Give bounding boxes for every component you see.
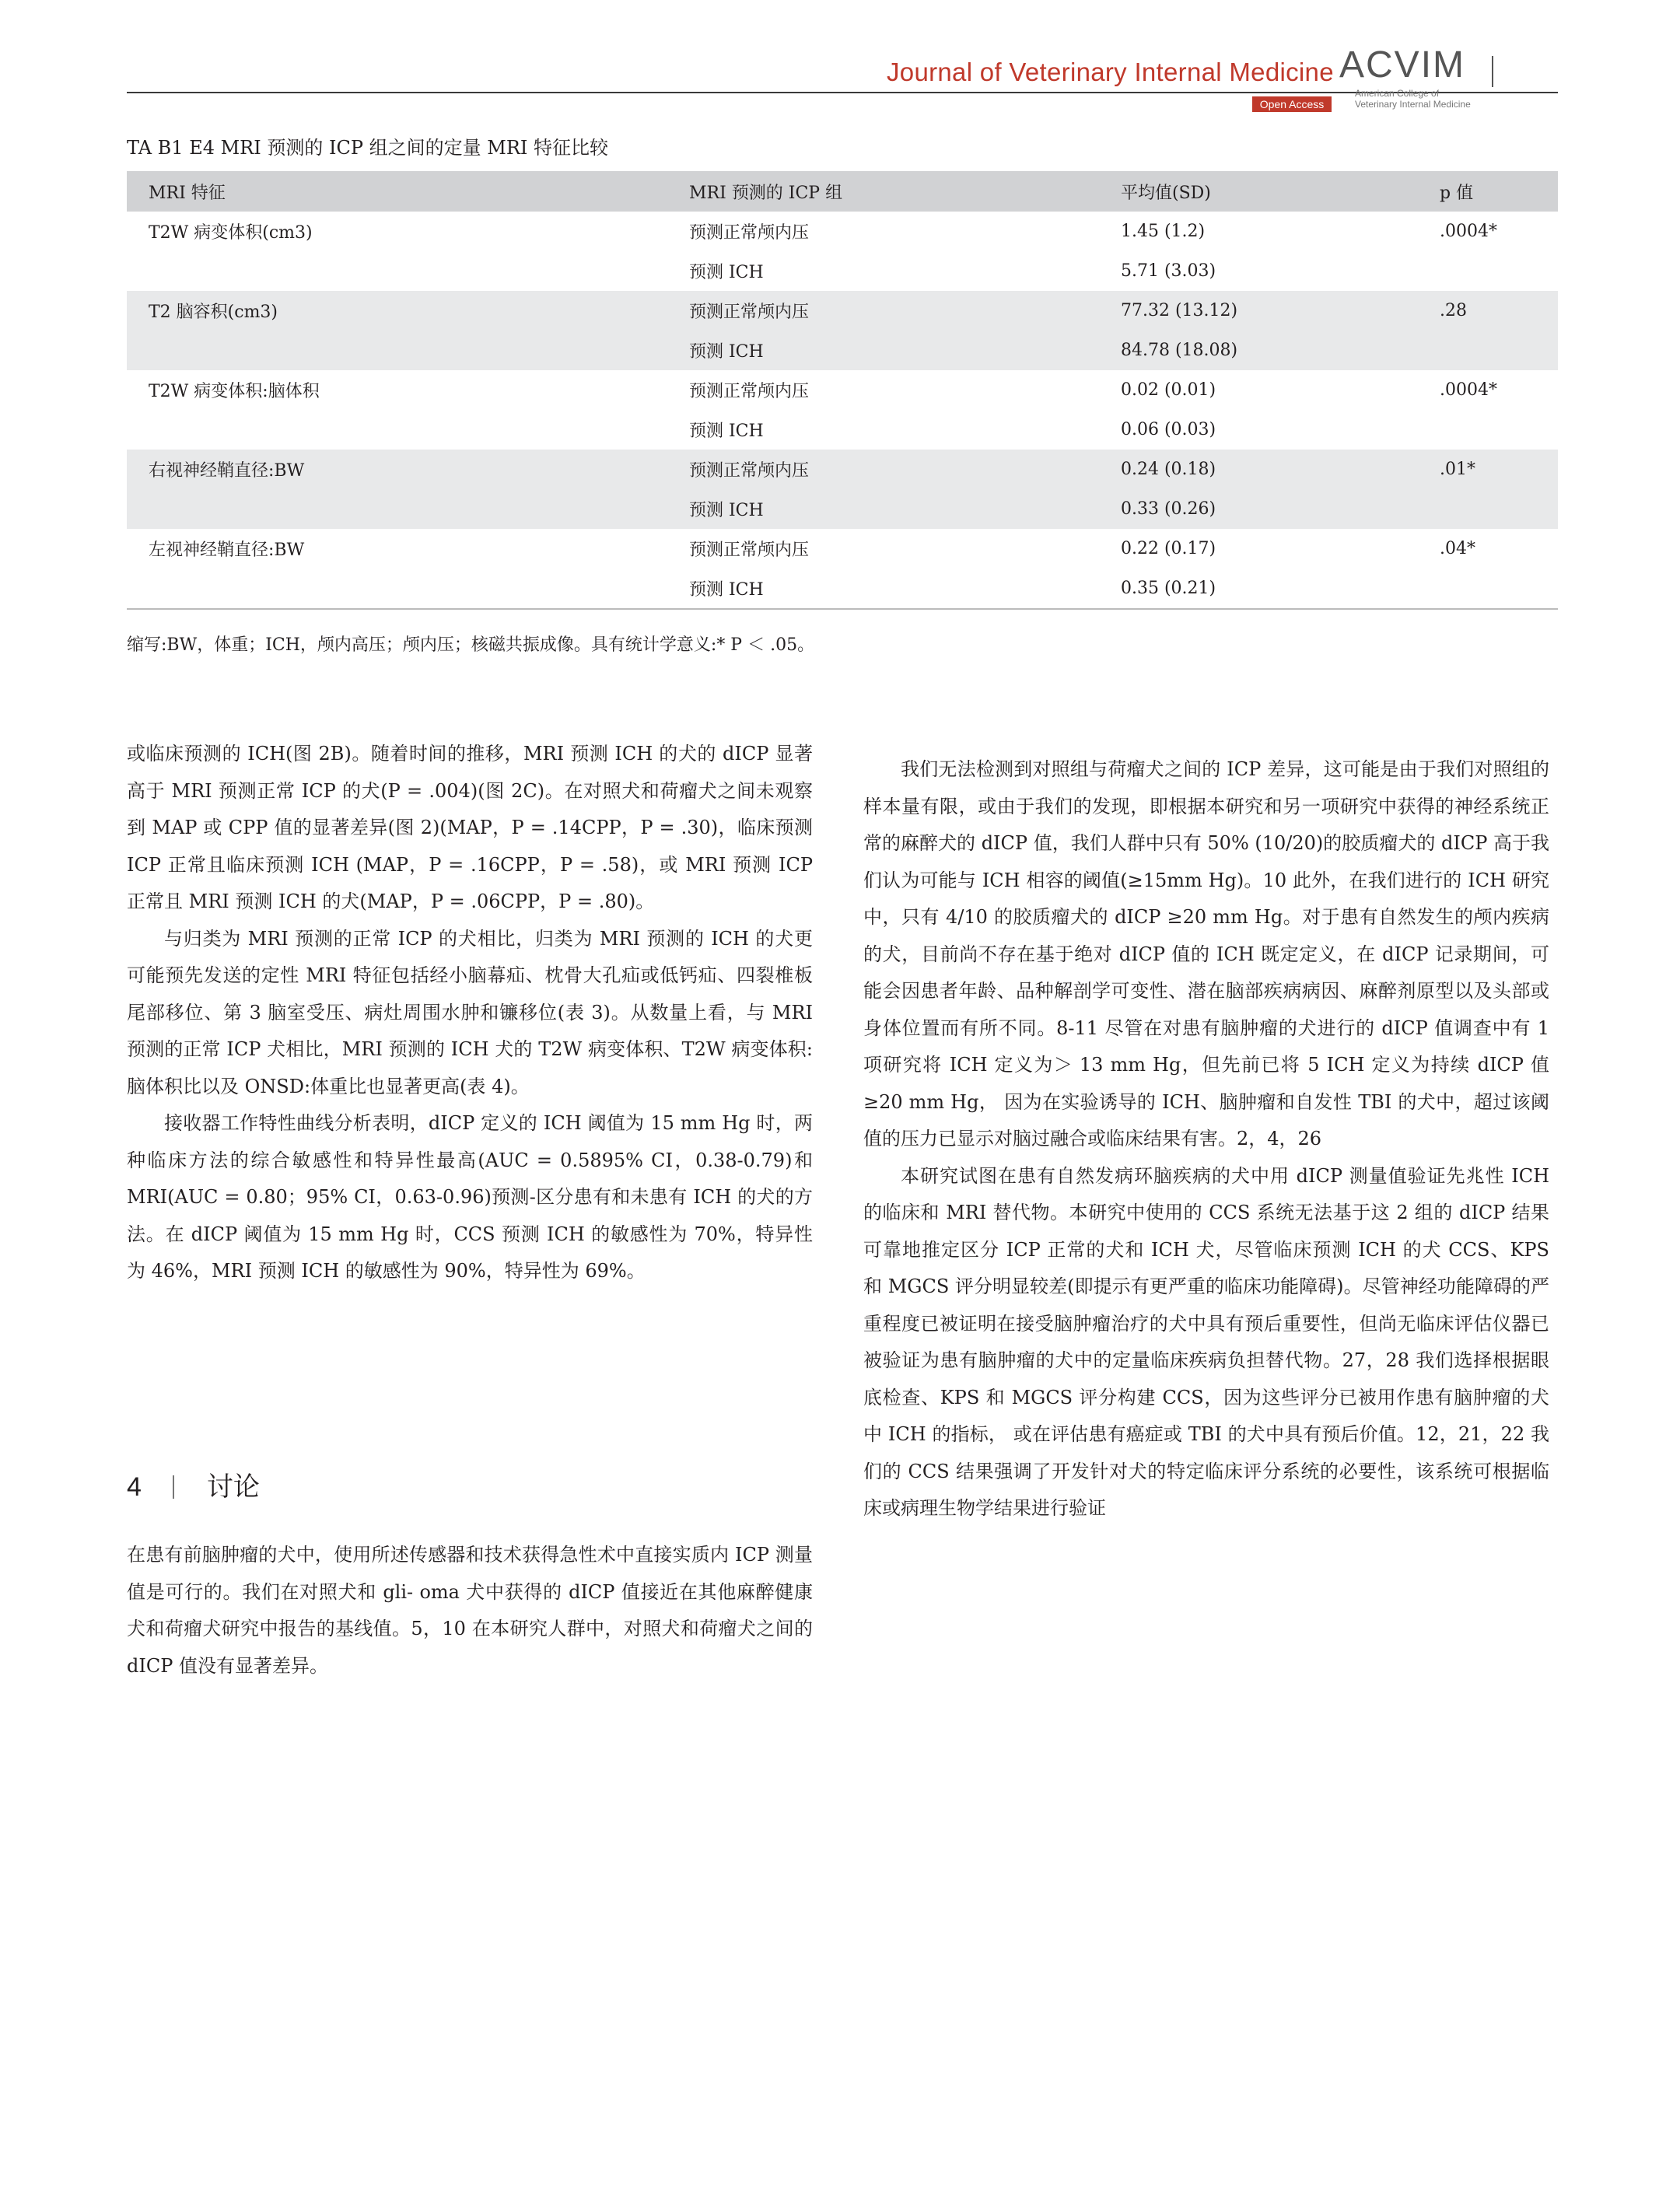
paragraph: 我们无法检测到对照组与荷瘤犬之间的 ICP 差异，这可能是由于我们对照组的样本量有限，或由于我们的发现，即根据本研究和另一项研究中获得的神经系统正常的麻醉犬的 dICP 值，我们人群中只有 50% (10/20)的胶质瘤犬的 dICP 高于我们认为可能与 ICH 相容的阈值(≥15mm Hg)。10 此外，在我们进行的 ICH 研究中，只有 4/10 的胶质瘤犬的 dICP ≥20 mm Hg。对于患有自然发生的颅内疾病的犬，目前尚不存在基于绝对 dICP 值的 ICH 既定定义，在 dICP 记录期间，可能会因患者年龄、品种解剖学可变性、潜在脑部疾病病因、麻醉剂原型以及头部或身体位置而有所不同。8-11 尽管在对患有脑肿瘤的犬进行的 dICP 值调查中有 1 项研究将 ICH 定义为＞ 13 mm Hg，但先前已将 5 ICH 定义为持续 dICP 值≥20 mm Hg， 因为在实验诱导的 ICH、脑肿瘤和自发性 TBI 的犬中，超过该阈值的压力已显示对脑过融合或临床结果有害。2，4，26 — [863, 758, 1549, 1149]
cell-mean: 0.02 (0.01) — [1121, 380, 1216, 400]
data-table — [127, 171, 1558, 610]
cell-mean: 0.22 (0.17) — [1121, 539, 1216, 558]
col-header-p: p 值 — [1440, 171, 1558, 212]
cell-group: 预测 ICH — [689, 331, 1121, 370]
section-heading — [127, 1465, 260, 1503]
paragraph: 与归类为 MRI 预测的正常 ICP 的犬相比，归类为 MRI 预测的 ICH 的犬更可能预先发送的定性 MRI 特征包括经小脑幕疝、枕骨大孔疝或低钙疝、四裂椎板尾部移位、第 3 脑室受压、病灶周围水肿和镰移位(表 3)。从数量上看，与 MRI 预测的正常 ICP 犬相比，MRI 预测的 ICH 犬的 T2W 病变体积、T2W 病变体积:脑体积比以及 ONSD:体重比也显著更高(表 4)。 — [127, 927, 813, 1097]
cell-p — [1440, 569, 1558, 609]
cell-p — [1440, 331, 1558, 370]
acvim-logo[interactable] — [1339, 44, 1479, 133]
cell-mean: 0.06 (0.03) — [1121, 420, 1216, 439]
paragraph: 本研究试图在患有自然发病环脑疾病的犬中用 dICP 测量值验证先兆性 ICH 的临床和 MRI 替代物。本研究中使用的 CCS 系统无法基于这 2 组的 dICP 结果可靠地推定区分 ICP 正常的犬和 ICH 犬，尽管临床预测 ICH 的犬 CCS、KPS 和 MGCS 评分明显较差(即提示有更严重的临床功能障碍)。尽管神经功能障碍的严重程度已被证明在接受脑肿瘤治疗的犬中具有预后重要性，但尚无临床评估仪器已被验证为患有脑肿瘤的犬中的定量临床疾病负担替代物。27，28 我们选择根据眼底检查、KPS 和 MGCS 评分构建 CCS，因为这些评分已被用作患有脑肿瘤的犬中 ICH 的指标， 或在评估患有癌症或 TBI 的犬中具有预后价值。12，21，22 我们的 CCS 结果强调了开发针对犬的特定临床评分系统的必要性，该系统可根据临床或病理生物学结果进行验证 — [863, 1164, 1549, 1519]
table-row — [127, 529, 1558, 569]
table-row — [127, 489, 1558, 529]
table-row — [127, 450, 1558, 489]
section-divider — [173, 1475, 174, 1499]
open-access-badge: Open Access — [1252, 96, 1332, 112]
table-row — [127, 569, 1558, 609]
cell-feature: 右视神经鞘直径:BW — [127, 450, 689, 489]
col-header-feature: MRI 特征 — [127, 171, 689, 212]
table-row — [127, 212, 1558, 251]
cell-p — [1440, 410, 1558, 450]
cell-feature — [127, 489, 689, 529]
cell-mean: 0.24 (0.18) — [1121, 450, 1440, 489]
cell-group: 预测正常颅内压 — [689, 291, 1121, 331]
cell-feature: 左视神经鞘直径:BW — [149, 541, 305, 560]
section-title: 讨论 — [206, 1472, 260, 1502]
logo-subtitle: American College of Veterinary Internal Medicine — [1355, 88, 1471, 110]
table-row — [127, 251, 1558, 291]
cell-p: .0004* — [1440, 222, 1497, 241]
cell-group: 预测 ICH — [689, 489, 1121, 529]
paragraph: 在患有前脑肿瘤的犬中，使用所述传感器和技术获得急性术中直接实质内 ICP 测量值是可行的。我们在对照犬和 gli- oma 犬中获得的 dICP 值接近在其他麻醉健康犬和荷瘤犬研究中报告的基线值。5，10 在本研究人群中，对照犬和荷瘤犬之间的 dICP 值没有显著差异。 — [127, 1544, 813, 1677]
cell-p — [1440, 251, 1558, 291]
cell-p: .0004* — [1440, 380, 1497, 400]
cell-feature — [127, 569, 689, 609]
left-column — [127, 736, 813, 1290]
cell-mean: 84.78 (18.08) — [1121, 331, 1440, 370]
cell-group: 预测 ICH — [689, 422, 764, 441]
cell-feature — [127, 331, 689, 370]
header-divider — [1492, 56, 1493, 87]
cell-p: .28 — [1440, 291, 1558, 331]
right-column — [863, 751, 1549, 1527]
table-header-row — [127, 171, 1558, 212]
table-row — [127, 291, 1558, 331]
cell-group: 预测正常颅内压 — [689, 541, 810, 560]
cell-feature: T2W 病变体积:脑体积 — [149, 382, 320, 401]
cell-feature — [127, 410, 689, 450]
cell-p: .01* — [1440, 450, 1558, 489]
paragraph: 或临床预测的 ICH(图 2B)。随着时间的推移，MRI 预测 ICH 的犬的 dICP 显著高于 MRI 预测正常 ICP 的犬(P = .004)(图 2C)。在对照犬和荷瘤犬之间未观察到 MAP 或 CPP 值的显著差异(图 2)(MAP，P = .14CPP，P = .30)，临床预测 ICP 正常且临床预测 ICH (MAP，P = .16CPP，P = .58)，或 MRI 预测 ICP 正常且 MRI 预测 ICH 的犬(MAP，P = .06CPP，P = .80)。 — [127, 743, 813, 912]
table-row — [127, 370, 1558, 410]
cell-feature — [127, 251, 689, 291]
cell-mean: 77.32 (13.12) — [1121, 291, 1440, 331]
col-header-mean: 平均值(SD) — [1121, 171, 1440, 212]
section-number: 4 — [127, 1472, 142, 1502]
col-header-group: MRI 预测的 ICP 组 — [689, 171, 1121, 212]
cell-p: .04* — [1440, 539, 1475, 558]
cell-group: 预测正常颅内压 — [689, 450, 1121, 489]
cell-group: 预测 ICH — [689, 263, 764, 282]
table-caption: TA B1 E4 MRI 预测的 ICP 组之间的定量 MRI 特征比较 — [127, 137, 608, 159]
cell-feature: T2 脑容积(cm3) — [127, 291, 689, 331]
cell-mean: 5.71 (3.03) — [1121, 261, 1216, 281]
left-column-discussion — [127, 1537, 813, 1685]
table-footnote: 缩写:BW，体重；ICH，颅内高压；颅内压；核磁共振成像。具有统计学意义:* P ＜ .05。 — [127, 635, 815, 655]
table-row — [127, 410, 1558, 450]
journal-title[interactable]: Journal of Veterinary Internal Medicine — [887, 58, 1334, 86]
cell-feature: T2W 病变体积(cm3) — [149, 223, 313, 243]
cell-group: 预测正常颅内压 — [689, 382, 810, 401]
table-row — [127, 331, 1558, 370]
paragraph: 接收器工作特性曲线分析表明，dICP 定义的 ICH 阈值为 15 mm Hg 时，两种临床方法的综合敏感性和特异性最高(AUC = 0.5895% CI，0.38-0.79)和 MRI(AUC = 0.80；95% CI，0.63-0.96)预测-区分患有和未患有 ICH 的犬的方法。在 dICP 阈值为 15 mm Hg 时，CCS 预测 ICH 的敏感性为 70%，特异性为 46%，MRI 预测 ICH 的敏感性为 90%，特异性为 69%。 — [127, 1112, 813, 1282]
cell-group: 预测 ICH — [689, 569, 1121, 609]
cell-group: 预测正常颅内压 — [689, 223, 810, 243]
cell-p — [1440, 489, 1558, 529]
cell-mean: 0.33 (0.26) — [1121, 489, 1440, 529]
logo-text: ACVIM — [1339, 44, 1466, 86]
cell-mean: 0.35 (0.21) — [1121, 569, 1440, 609]
cell-mean: 1.45 (1.2) — [1121, 222, 1206, 241]
